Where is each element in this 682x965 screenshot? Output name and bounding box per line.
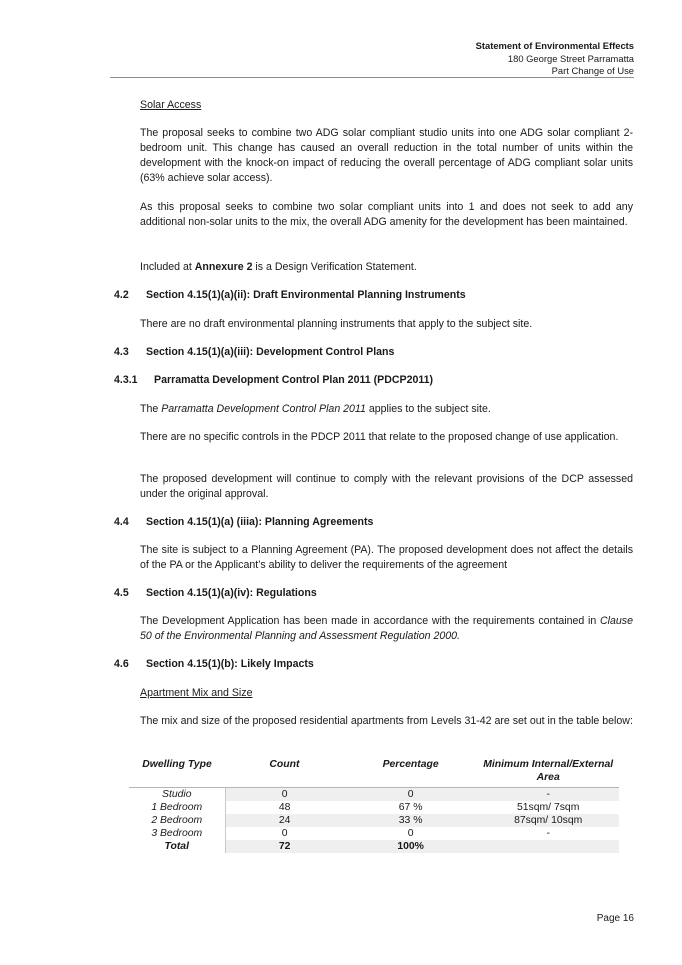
solar-access-heading: Solar Access	[140, 99, 202, 111]
cell-percentage: 100%	[344, 840, 478, 853]
page-header	[476, 40, 634, 78]
cell-dwelling-type: Studio	[129, 788, 225, 802]
table-row	[129, 788, 619, 802]
col-header-percentage: Percentage	[344, 756, 478, 788]
section-title: Section 4.15(1)(a) (iiia): Planning Agreements	[146, 516, 374, 528]
section-4-6-heading	[114, 658, 314, 670]
section-4-3-1-para-3: The proposed development will continue to comply with the relevant provisions of the DCP assessed under the original approval.	[140, 473, 633, 500]
apartment-mix-para: The mix and size of the proposed residential apartments from Levels 31-42 are set out in the table below:	[140, 715, 633, 727]
apartment-mix-table	[129, 756, 619, 853]
section-title: Section 4.15(1)(a)(iii): Development Control Plans	[146, 346, 395, 358]
section-4-4-heading	[114, 516, 373, 528]
para-text: The	[140, 403, 162, 415]
para-text: applies to the subject site.	[365, 403, 491, 415]
section-number: 4.5	[114, 587, 129, 599]
document-title: Statement of Environmental Effects	[475, 40, 634, 51]
section-title: Section 4.15(1)(a)(ii): Draft Environmental Planning Instruments	[146, 289, 466, 301]
col-header-dwelling-type: Dwelling Type	[129, 756, 225, 788]
section-4-2-para: There are no draft environmental planning instruments that apply to the subject site.	[140, 318, 533, 330]
table-row	[129, 814, 619, 827]
table-total-row	[129, 840, 619, 853]
cell-min-area: 51sqm/ 7sqm	[517, 802, 580, 813]
cell-percentage: 0	[407, 828, 414, 839]
section-number: 4.6	[114, 658, 129, 670]
cell-percentage: 67 %	[398, 802, 423, 813]
section-number: 4.3.1	[114, 374, 138, 386]
page-number: Page 16	[596, 913, 634, 924]
section-title: Parramatta Development Control Plan 2011 (PDCP2011)	[154, 374, 434, 386]
solar-access-para-3	[140, 260, 633, 275]
cell-count: 24	[225, 814, 344, 827]
para-text: The Development Application has been made in accordance with the requirements contained in	[140, 615, 601, 627]
para-text: Included at	[140, 261, 195, 273]
document-address: 180 George Street Parramatta	[507, 52, 634, 64]
section-4-5-para	[140, 614, 633, 644]
section-number: 4.4	[114, 516, 129, 528]
header-divider	[110, 77, 634, 78]
cell-min-area	[477, 840, 619, 853]
section-number: 4.3	[114, 346, 129, 358]
regulation-name: Clause 50 of the Environmental Planning and Assessment Regulation 2000.	[140, 615, 633, 642]
section-4-3-1-heading	[114, 374, 433, 386]
apartment-mix-heading: Apartment Mix and Size	[140, 687, 253, 699]
cell-dwelling-type: 2 Bedroom	[129, 814, 225, 827]
section-number: 4.2	[114, 289, 129, 301]
cell-count: 0	[281, 828, 288, 839]
section-4-3-1-para-2: There are no specific controls in the PDCP 2011 that relate to the proposed change of use application.	[140, 431, 619, 443]
table-row	[129, 827, 619, 840]
col-header-count: Count	[225, 756, 344, 788]
table-row	[129, 801, 619, 814]
cell-count: 72	[225, 840, 344, 853]
solar-access-para-1: The proposal seeks to combine two ADG solar compliant studio units into one ADG solar compliant 2-bedroom unit. This change has caused an overall reduction in the total number of units within the development with the knock-on impact of reducing the overall percentage of ADG compliant solar units (63% achieve solar access).	[140, 127, 633, 184]
section-4-5-heading	[114, 587, 317, 599]
cell-min-area: 87sqm/ 10sqm	[477, 814, 619, 827]
cell-min-area: -	[477, 788, 619, 802]
cell-dwelling-type: 1 Bedroom	[129, 801, 225, 814]
solar-access-para-2: As this proposal seeks to combine two solar compliant units into 1 and does not seek to add any additional non-solar units to the mix, the overall ADG amenity for the development has been maintained.	[140, 201, 633, 228]
cell-count: 48	[278, 802, 291, 813]
section-4-4-para: The site is subject to a Planning Agreement (PA). The proposed development does not affect the details of the PA or the Applicant’s ability to deliver the requirements of the agreement	[140, 544, 633, 571]
para-text: is a Design Verification Statement.	[252, 261, 417, 273]
col-header-min-area: Minimum Internal/External Area	[477, 756, 619, 788]
cell-percentage: 33 %	[344, 814, 478, 827]
cell-percentage: 0	[344, 788, 478, 802]
cell-dwelling-type: Total	[129, 840, 225, 853]
annexure-reference: Annexure 2	[194, 261, 253, 273]
cell-dwelling-type: 3 Bedroom	[129, 827, 225, 840]
document-subtitle: Part Change of Use	[551, 65, 634, 76]
section-title: Section 4.15(1)(b): Likely Impacts	[146, 658, 314, 670]
section-4-3-1-para-1	[140, 402, 633, 417]
section-4-2-heading	[114, 289, 466, 301]
section-title: Section 4.15(1)(a)(iv): Regulations	[146, 587, 317, 599]
dcp-name: Parramatta Development Control Plan 2011	[161, 403, 366, 415]
cell-count: 0	[225, 788, 344, 802]
table-header-row	[129, 756, 619, 788]
cell-min-area: -	[546, 828, 550, 839]
section-4-3-heading	[114, 346, 394, 358]
